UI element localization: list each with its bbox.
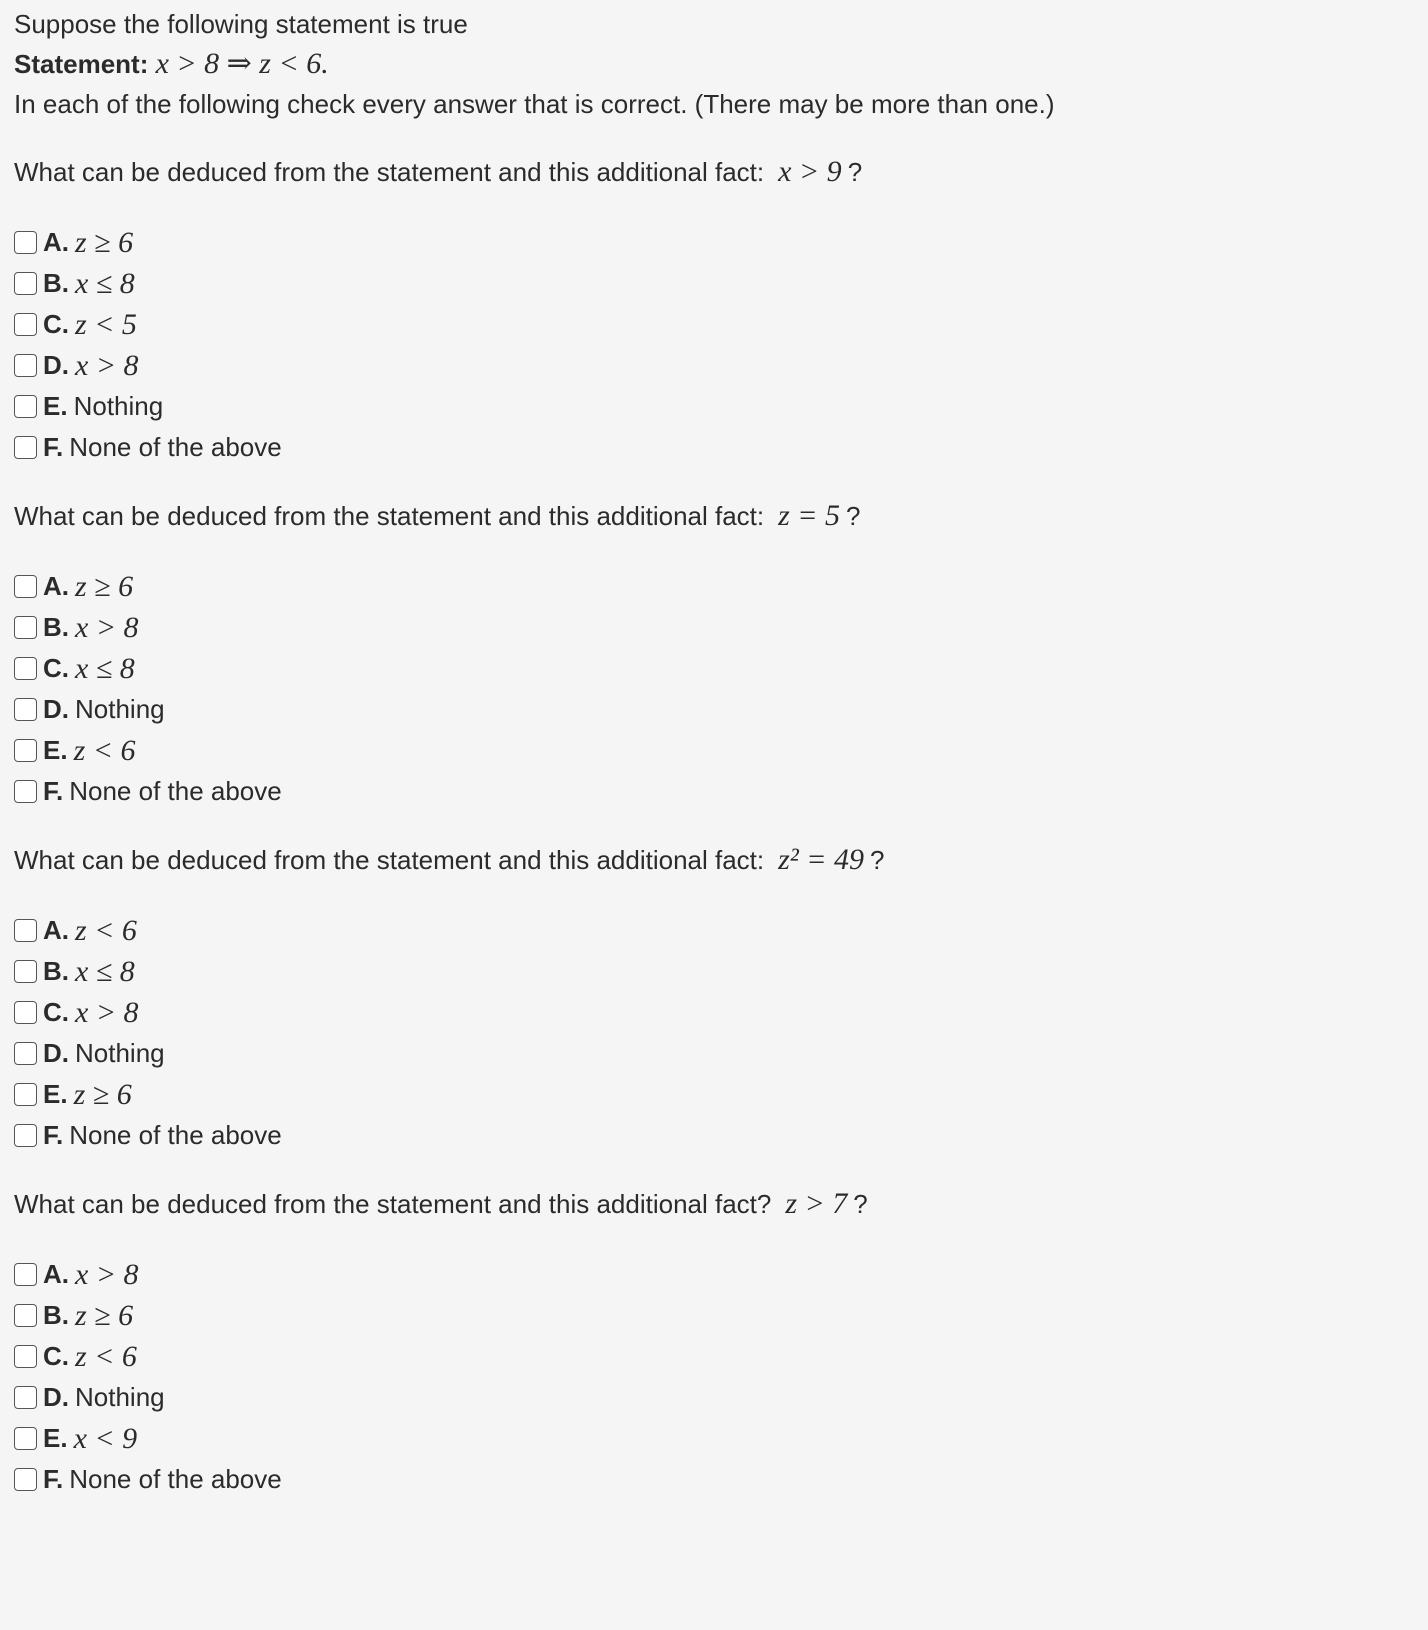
question-prompt-line <box>14 496 1414 536</box>
answer-option[interactable] <box>14 771 1414 812</box>
answer-options <box>14 222 1414 468</box>
option-text: Nothing <box>75 1038 165 1068</box>
questions-list <box>14 152 1414 1500</box>
option-text: x > 8 <box>75 995 139 1029</box>
option-letter: F. <box>43 776 64 806</box>
question-mark: ? <box>846 501 861 531</box>
answer-checkbox[interactable] <box>14 1427 37 1450</box>
answer-checkbox[interactable] <box>14 1304 37 1327</box>
option-letter: F. <box>43 432 64 462</box>
statement-label: Statement: <box>14 49 149 79</box>
answer-checkbox[interactable] <box>14 1386 37 1409</box>
answer-checkbox[interactable] <box>14 657 37 680</box>
answer-option[interactable] <box>14 992 1414 1033</box>
option-text: None of the above <box>69 776 282 806</box>
option-text: None of the above <box>69 1464 282 1494</box>
option-letter: A. <box>43 915 69 945</box>
answer-option[interactable] <box>14 689 1414 730</box>
answer-option[interactable] <box>14 222 1414 263</box>
option-text: Nothing <box>73 391 164 421</box>
answer-option[interactable] <box>14 1336 1414 1377</box>
option-letter: C. <box>43 997 69 1027</box>
option-text: x > 8 <box>75 610 139 644</box>
answer-option[interactable] <box>14 263 1414 304</box>
answer-checkbox[interactable] <box>14 1083 37 1106</box>
answer-option[interactable] <box>14 1377 1414 1418</box>
answer-options <box>14 910 1414 1156</box>
answer-option[interactable] <box>14 1295 1414 1336</box>
answer-checkbox[interactable] <box>14 616 37 639</box>
option-letter: F. <box>43 1120 64 1150</box>
option-letter: A. <box>43 571 69 601</box>
option-text: z < 5 <box>75 307 137 341</box>
question-fact: z² = 49 <box>778 843 865 876</box>
question-fact: x > 9 <box>778 155 842 188</box>
option-text: z < 6 <box>73 733 136 767</box>
question-mark: ? <box>847 157 863 187</box>
question-fact: z > 7 <box>785 1187 848 1220</box>
question-prompt: What can be deduced from the statement and this additional fact: <box>14 501 765 531</box>
option-text: x > 8 <box>75 348 139 382</box>
question-prompt-line <box>14 152 1414 192</box>
option-letter: F. <box>43 1464 64 1494</box>
answer-checkbox[interactable] <box>14 739 37 762</box>
option-text: None of the above <box>69 1120 282 1150</box>
question-mark: ? <box>870 845 885 875</box>
option-text: Nothing <box>75 694 165 724</box>
statement-math: x > 8 ⇒ z < 6. <box>155 47 329 80</box>
question-prompt: What can be deduced from the statement and this additional fact: <box>14 845 765 875</box>
answer-checkbox[interactable] <box>14 436 37 459</box>
option-text: z ≥ 6 <box>73 1077 132 1111</box>
option-text: Nothing <box>75 1382 165 1412</box>
intro-line: Suppose the following statement is true <box>14 9 468 39</box>
option-text: x > 8 <box>75 1257 139 1291</box>
option-letter: C. <box>43 309 69 339</box>
question-1 <box>14 152 1414 468</box>
answer-checkbox[interactable] <box>14 780 37 803</box>
option-letter: B. <box>43 268 69 298</box>
answer-checkbox[interactable] <box>14 1345 37 1368</box>
answer-checkbox[interactable] <box>14 395 37 418</box>
answer-checkbox[interactable] <box>14 960 37 983</box>
answer-option[interactable] <box>14 951 1414 992</box>
answer-option[interactable] <box>14 427 1414 468</box>
answer-checkbox[interactable] <box>14 1124 37 1147</box>
answer-checkbox[interactable] <box>14 1468 37 1491</box>
option-text: z < 6 <box>75 913 137 947</box>
question-2 <box>14 496 1414 812</box>
question-fact: z = 5 <box>778 499 841 532</box>
statement-line <box>14 44 1414 84</box>
answer-option[interactable] <box>14 607 1414 648</box>
answer-option[interactable] <box>14 730 1414 771</box>
answer-options <box>14 566 1414 812</box>
answer-option[interactable] <box>14 304 1414 345</box>
answer-checkbox[interactable] <box>14 1001 37 1024</box>
answer-checkbox[interactable] <box>14 1042 37 1065</box>
option-text: x ≤ 8 <box>75 266 135 300</box>
instructions: In each of the following check every answer that is correct. (There may be more than one.) <box>14 89 1055 119</box>
question-3 <box>14 840 1414 1156</box>
answer-option[interactable] <box>14 1418 1414 1459</box>
answer-checkbox[interactable] <box>14 354 37 377</box>
option-letter: D. <box>43 350 69 380</box>
option-letter: D. <box>43 694 69 724</box>
option-letter: E. <box>43 391 68 421</box>
question-4 <box>14 1184 1414 1500</box>
answer-checkbox[interactable] <box>14 575 37 598</box>
option-text: z ≥ 6 <box>75 569 134 603</box>
option-letter: C. <box>43 1341 69 1371</box>
option-letter: E. <box>43 1423 68 1453</box>
answer-option[interactable] <box>14 1459 1414 1500</box>
option-text: x ≤ 8 <box>75 954 135 988</box>
answer-option[interactable] <box>14 1254 1414 1295</box>
option-letter: D. <box>43 1382 69 1412</box>
option-letter: E. <box>43 1079 68 1109</box>
option-text: z < 6 <box>75 1339 137 1373</box>
answer-option[interactable] <box>14 345 1414 386</box>
option-text: z ≥ 6 <box>75 225 134 259</box>
option-text: None of the above <box>69 432 282 462</box>
question-prompt: What can be deduced from the statement and this additional fact? <box>14 1189 772 1219</box>
answer-checkbox[interactable] <box>14 313 37 336</box>
question-mark: ? <box>853 1189 868 1219</box>
question-prompt-line <box>14 840 1414 880</box>
option-letter: E. <box>43 735 68 765</box>
option-text: x ≤ 8 <box>75 651 135 685</box>
answer-option[interactable] <box>14 566 1414 607</box>
answer-checkbox[interactable] <box>14 698 37 721</box>
answer-checkbox[interactable] <box>14 272 37 295</box>
answer-option[interactable] <box>14 648 1414 689</box>
question-prompt: What can be deduced from the statement and this additional fact: <box>14 157 765 187</box>
option-letter: B. <box>43 1300 69 1330</box>
question-prompt-line <box>14 1184 1414 1224</box>
answer-checkbox[interactable] <box>14 1263 37 1286</box>
answer-options <box>14 1254 1414 1500</box>
answer-checkbox[interactable] <box>14 919 37 942</box>
answer-option[interactable] <box>14 1033 1414 1074</box>
option-letter: A. <box>43 1259 69 1289</box>
option-letter: A. <box>43 227 69 257</box>
answer-option[interactable] <box>14 910 1414 951</box>
answer-option[interactable] <box>14 1115 1414 1156</box>
option-text: x < 9 <box>73 1421 138 1455</box>
answer-checkbox[interactable] <box>14 231 37 254</box>
answer-option[interactable] <box>14 386 1414 427</box>
option-letter: D. <box>43 1038 69 1068</box>
option-letter: C. <box>43 653 69 683</box>
option-letter: B. <box>43 956 69 986</box>
answer-option[interactable] <box>14 1074 1414 1115</box>
option-letter: B. <box>43 612 69 642</box>
option-text: z ≥ 6 <box>75 1298 134 1332</box>
